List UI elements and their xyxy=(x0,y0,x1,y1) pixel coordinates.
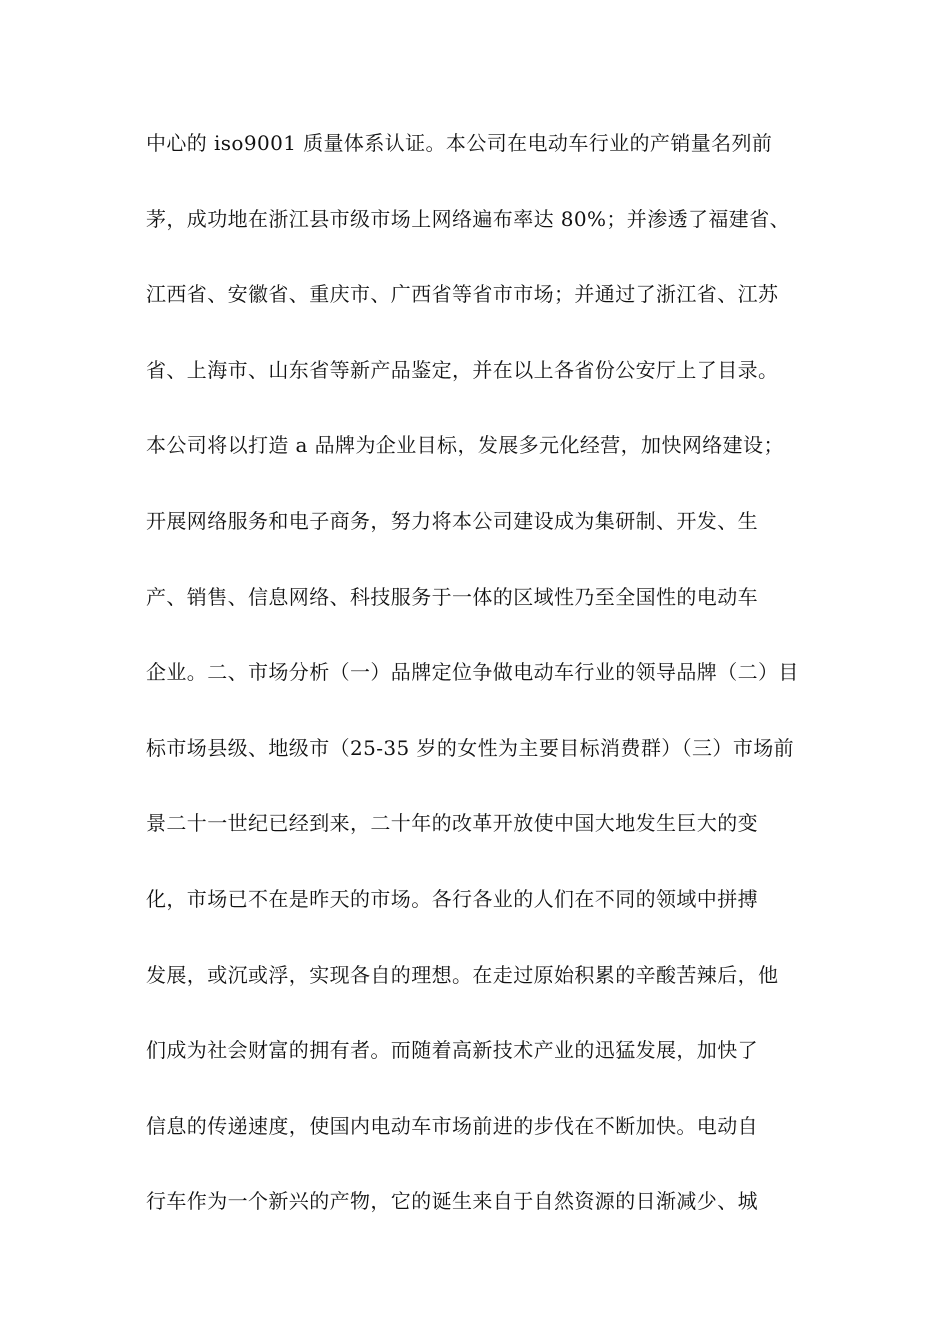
text-line-15: 行车作为一个新兴的产物，它的诞生来自于自然资源的日渐减少、城 xyxy=(146,1189,758,1214)
text-line-11: 化，市场已不在是昨天的市场。各行各业的人们在不同的领域中拼搏 xyxy=(146,886,758,911)
text-line-13: 们成为社会财富的拥有者。而随着高新技术产业的迅猛发展，加快了 xyxy=(146,1038,758,1063)
text-line-7: 产、销售、信息网络、科技服务于一体的区域性乃至全国性的电动车 xyxy=(146,584,758,609)
text-line-5: 本公司将以打造 a 品牌为企业目标，发展多元化经营，加快网络建设； xyxy=(146,433,784,458)
text-line-4: 省、上海市、山东省等新产品鉴定，并在以上各省份公安厅上了目录。 xyxy=(146,357,779,382)
text-line-14: 信息的传递速度，使国内电动车市场前进的步伐在不断加快。电动自 xyxy=(146,1113,758,1138)
text-line-2: 茅，成功地在浙江县市级市场上网络遍布率达 80%；并渗透了福建省、 xyxy=(146,206,791,231)
text-line-8: 企业。二、市场分析（一）品牌定位争做电动车行业的领导品牌（二）目 xyxy=(146,660,799,685)
text-line-1: 中心的 iso9001 质量体系认证。本公司在电动车行业的产销量名列前 xyxy=(146,131,773,155)
text-line-10: 景二十一世纪已经到来，二十年的改革开放使中国大地发生巨大的变 xyxy=(146,811,758,836)
text-line-6: 开展网络服务和电子商务，努力将本公司建设成为集研制、开发、生 xyxy=(146,508,758,533)
text-line-12: 发展，或沉或浮，实现各自的理想。在走过原始积累的辛酸苦辣后，他 xyxy=(146,962,779,987)
document-body xyxy=(146,120,816,1225)
text-line-9: 标市场县级、地级市（25-35 岁的女性为主要目标消费群）（三）市场前 xyxy=(146,735,795,760)
text-line-3: 江西省、安徽省、重庆市、广西省等省市市场；并通过了浙江省、江苏 xyxy=(146,282,779,307)
